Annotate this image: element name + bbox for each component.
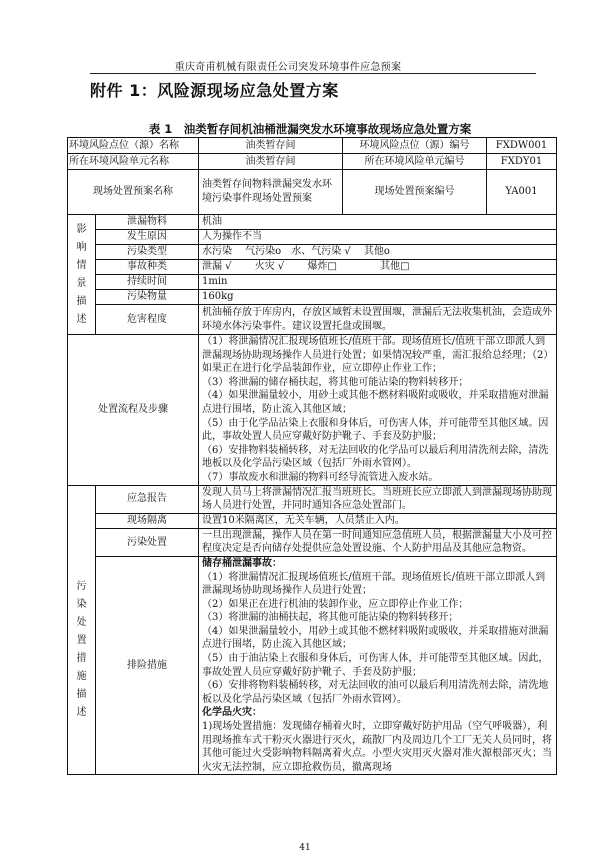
vertical-char: 染 (76, 598, 87, 610)
point-name-label: 环境风险点位（源）名称 (68, 138, 199, 154)
table-row (68, 485, 557, 513)
scenario-section-label (68, 215, 96, 335)
procedure-step: （4）如果泄漏量较小，用砂土或其他不燃材料吸附或吸收，并采取措施对泄漏点进行围堵，防止流入其他区域； (202, 390, 549, 415)
vertical-char: 污 (76, 580, 87, 592)
vertical-char: 响 (76, 241, 87, 253)
pollution-value: 一旦出现泄漏，操作人员在第一时间通知应急值班人员，根据泄漏量大小及可控程度决定是否向储存处提供应急处置设施、个人防护用品及其他应急物资。 (199, 528, 557, 556)
emergency-report-label: 应急报告 (96, 485, 199, 513)
table-row (68, 305, 557, 335)
vertical-char: 景 (76, 277, 87, 289)
vertical-char: 置 (76, 634, 87, 646)
pollution-label: 污染处置 (96, 528, 199, 556)
removal-step: （2）如果正在进行机油的装卸作业，应立即停止作业工作； (202, 598, 469, 610)
scenario-value: 160kg (199, 290, 557, 305)
procedure-steps (199, 335, 557, 486)
vertical-char: 处 (76, 616, 87, 628)
scenario-label: 危害程度 (96, 305, 199, 335)
procedure-step: （6）安排物料装桶转移，对无法回收的化学品可以最后利用清洗剂去除，清洗地板以及化学品污染区域（包括厂外雨水管网）。 (202, 444, 549, 470)
vertical-char: 影 (76, 223, 87, 235)
plan-code-value: YA001 (487, 170, 557, 215)
measures-section-label (68, 485, 96, 775)
table-row (68, 528, 557, 556)
running-header: 重庆奇甫机械有限责任公司突发环境事件应急预案 (174, 62, 402, 73)
isolation-value: 设置10米隔离区，无关车辆，人员禁止入内。 (199, 513, 557, 528)
table-row (68, 170, 557, 215)
table-row (68, 245, 557, 260)
vertical-char: 施 (76, 670, 87, 682)
removal-step: （4）如果泄漏量较小，用砂土或其他不燃材料吸附或吸收，并采取措施对泄漏点进行围堵，防止流入其他区域； (202, 625, 549, 651)
procedure-step: （3）将泄漏的储存桶扶起，将其他可能沾染的物料转移开； (202, 376, 469, 388)
scenario-label: 泄漏物料 (96, 215, 199, 230)
table-row (68, 260, 557, 275)
table-row (68, 138, 557, 154)
scenario-value: 泄漏 √ 火灾 √ 爆炸□ 其他□ (199, 260, 557, 275)
vertical-char: 情 (76, 259, 87, 271)
vertical-char: 措 (76, 652, 87, 664)
point-code-label: 环境风险点位（源）编号 (343, 138, 487, 154)
procedure-step: （5）由于化学品沾染上衣服和身体后，可伤害人体，并可能带至其他区域。因此，事故处置人员应穿戴好防护靴子、手套及防护服； (202, 417, 549, 443)
scenario-label: 污染类型 (96, 245, 199, 260)
point-code-value: FXDW001 (487, 138, 557, 154)
vertical-char: 述 (76, 313, 87, 325)
removal-step: （1）将泄漏情况汇报现场值班长/值班干部。现场值班长/值班干部立即派人到泄漏现场协助现场操作人员进行处置； (202, 571, 546, 597)
scenario-value: 机油 (199, 215, 557, 230)
emergency-report-value: 发现人员马上将泄漏情况汇报当班班长。当班班长应立即派人到泄漏现场协助现场人员进行处置，并同时通知各应急处置部门。 (199, 485, 557, 513)
isolation-label: 现场隔离 (96, 513, 199, 528)
removal-label: 排险措施 (96, 556, 199, 775)
table-row (68, 275, 557, 290)
removal-heading: 储存桶泄漏事故： (202, 557, 282, 569)
table-row (68, 230, 557, 245)
unit-name-value: 油类暂存间 (199, 154, 343, 170)
scenario-label: 发生原因 (96, 230, 199, 245)
removal-heading: 化学品火灾： (202, 707, 262, 719)
scenario-label: 污染物量 (96, 290, 199, 305)
vertical-char: 描 (76, 688, 87, 700)
table-row (68, 513, 557, 528)
removal-steps (199, 556, 557, 775)
scenario-value: 人为操作不当 (199, 230, 557, 245)
removal-step: 1)现场处置措施：发现储存桶着火时，立即穿戴好防护用品（空气呼吸器），利用现场推车式干粉灭火器进行灭火，疏散厂内及周边几个工厂无关人员同时，将其他可能过火受影响物料隔离着火点。小型火灾用灭火器对准火源根部灭火；当火灾无法控制，应立即抢救伤员，撤离现场 (202, 721, 552, 773)
table-row (68, 154, 557, 170)
header-divider (90, 73, 536, 74)
scenario-value: 水污染 气污染o 水、气污染 √ 其他o (199, 245, 557, 260)
plan-name-value: 油类暂存间物料泄漏突发水环境污染事件现场处置预案 (199, 170, 343, 215)
vertical-char: 述 (76, 706, 87, 718)
procedure-step: （1）将泄漏情况汇报现场值班长/值班干部。现场值班长/值班干部立即派人到泄漏现场协助现场操作人员进行处置；如果情况较严重，需汇报给总经理；（2）如果正在进行化学品装卸作业，应立即停止作业工作； (202, 336, 549, 375)
plan-code-label: 现场处置预案编号 (343, 170, 487, 215)
procedure-step: （7）事故废水和泄漏的物料可经导流管进入废水站。 (202, 471, 439, 483)
vertical-char: 描 (76, 295, 87, 307)
page-heading: 附件 1：风险源现场应急处置方案 (90, 81, 339, 100)
removal-step: （3）将泄漏的油桶扶起，将其他可能沾染的物料转移开； (202, 612, 459, 624)
unit-code-value: FXDY01 (487, 154, 557, 170)
point-name-value: 油类暂存间 (199, 138, 343, 154)
table-row (68, 556, 557, 775)
table-row (68, 335, 557, 486)
table-caption: 表 1 油类暂存间机油桶泄漏突发水环境事故现场应急处置方案 (148, 122, 472, 136)
scenario-value: 1min (199, 275, 557, 290)
removal-step: （6）安排将物料装桶转移，对无法回收的油可以最后利用清洗剂去除，清洗地板以及化学品污染区域（包括厂外雨水管网）。 (202, 680, 549, 705)
emergency-plan-table (67, 137, 557, 775)
page-number: 41 (299, 843, 311, 853)
removal-step: （5）由于油沾染上衣服和身体后，可伤害人体，并可能带至其他区域。因此，事故处置人员应穿戴好防护靴子、手套及防护服； (202, 653, 549, 678)
scenario-label: 事故种类 (96, 260, 199, 275)
scenario-label: 持续时间 (96, 275, 199, 290)
scenario-value: 机油桶存放于库房内，存放区域暂未设置围堰，泄漏后无法收集机油，会造成外环境水体污染事件。建议设置托盘或围堰。 (199, 305, 557, 335)
plan-name-label: 现场处置预案名称 (68, 170, 199, 215)
table-row (68, 290, 557, 305)
procedure-label: 处置流程及步骤 (68, 335, 199, 486)
unit-name-label: 所在环境风险单元名称 (68, 154, 199, 170)
table-row (68, 215, 557, 230)
unit-code-label: 所在环境风险单元编号 (343, 154, 487, 170)
